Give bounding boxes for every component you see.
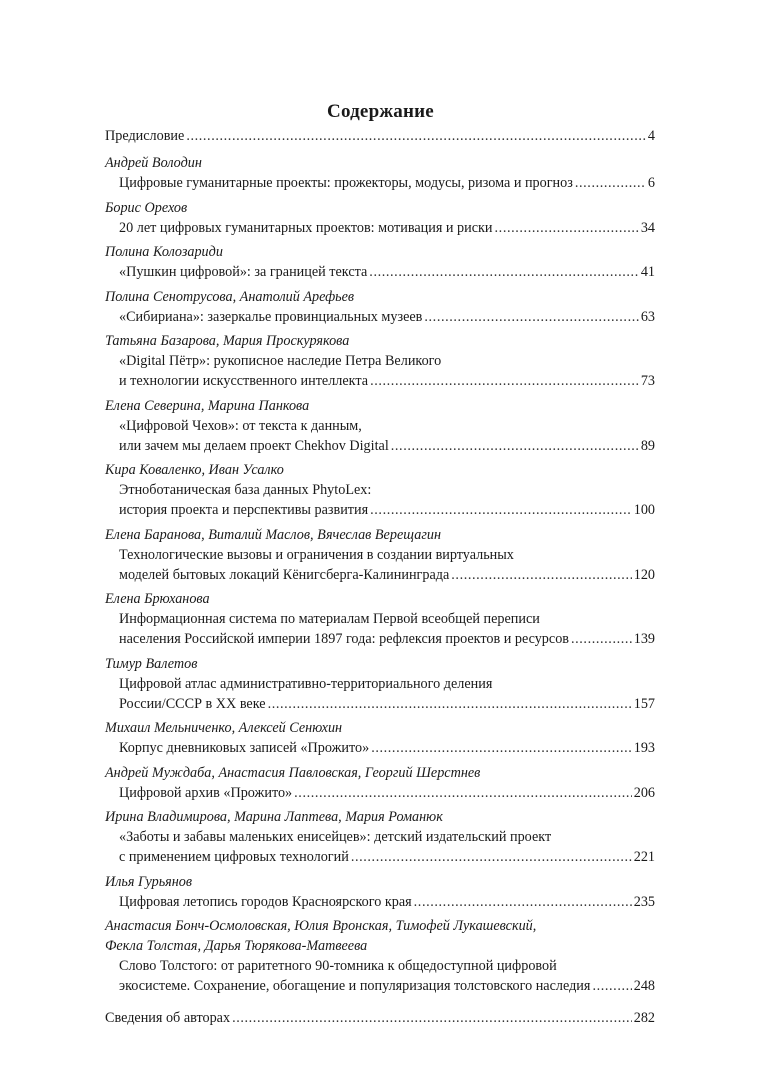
toc-entry-title-text: или зачем мы делаем проект Chekhov Digital <box>119 437 389 454</box>
toc-entry-authors: Андрей Муждаба, Анастасия Павловская, Георгий Шерстнев <box>105 764 481 781</box>
toc-entry-title-line[interactable] <box>105 545 655 565</box>
dot-leader <box>370 500 632 520</box>
toc-entry-title-text: «Цифровой Чехов»: от текста к данным, <box>119 417 362 434</box>
toc-entry-title-line[interactable] <box>105 416 655 436</box>
dot-leader <box>495 218 639 238</box>
toc-entry <box>105 763 655 803</box>
toc-entry-page-number: 41 <box>640 264 655 280</box>
toc-entries <box>105 153 655 1001</box>
toc-entry-authors: Кира Коваленко, Иван Усалко <box>105 462 284 478</box>
toc-preface-line[interactable] <box>105 126 655 146</box>
toc-entry-authors: Илья Гурьянов <box>105 873 193 890</box>
dot-leader <box>351 847 632 867</box>
toc-entry-title-text: населения Российской империи 1897 года: рефлексия проектов и ресурсов <box>119 631 569 647</box>
toc-entry-title-line[interactable] <box>105 351 655 371</box>
toc-preface-title: Предисловие <box>105 128 185 144</box>
toc-entry-authors: Анастасия Бонч-Осмоловская, Юлия Вронская, Тимофей Лукашевский, <box>105 918 537 934</box>
toc-entry-title-line[interactable] <box>105 480 655 500</box>
toc-entry-title-text: Технологические вызовы и ограничения в создании виртуальных <box>119 546 514 563</box>
toc-about-title: Сведения об авторах <box>105 1009 231 1026</box>
toc-entry-page-number: 6 <box>647 175 655 191</box>
toc-entry-title-line[interactable] <box>105 609 655 629</box>
dot-leader <box>369 262 639 282</box>
toc-about-page: 282 <box>633 1009 655 1026</box>
toc-entry-title-text: Цифровой архив «Прожито» <box>119 784 293 801</box>
toc-entry-authors: Елена Брюханова <box>105 591 210 607</box>
toc-entry-title-text: России/СССР в XX веке <box>119 695 266 712</box>
toc-entry-authors: Фекла Толстая, Дарья Тюрякова-Матвеева <box>105 938 368 954</box>
dot-leader <box>268 694 632 714</box>
toc-entry-title-text: 20 лет цифровых гуманитарных проектов: мотивация и риски <box>119 219 493 236</box>
toc-entry-title-line[interactable] <box>105 892 655 912</box>
toc-entry-authors: Тимур Валетов <box>105 655 198 672</box>
toc-entry-page-number: 235 <box>633 893 655 910</box>
toc-entry-title-text: экосистеме. Сохранение, обогащение и популяризация толстовского наследия <box>119 978 591 994</box>
toc-entry <box>105 807 655 867</box>
toc-entry-page-number: 193 <box>633 740 655 756</box>
toc-entry-page-number: 157 <box>633 695 655 712</box>
toc-entry-page-number: 100 <box>633 502 655 518</box>
toc-entry <box>105 287 655 327</box>
toc-entry-title-line[interactable] <box>105 173 655 193</box>
toc-entry-title-text: Цифровая летопись городов Красноярского края <box>119 893 412 910</box>
toc-entry-title-text: «Пушкин цифровой»: за границей текста <box>119 264 368 280</box>
toc-entry-page-number: 63 <box>640 308 655 325</box>
toc-entry-authors: Михаил Мельниченко, Алексей Сенюхин <box>105 720 343 736</box>
dot-leader <box>370 371 639 391</box>
toc-entry-title-line[interactable] <box>105 262 655 282</box>
toc-entry-title-line[interactable] <box>105 827 655 847</box>
toc-entry-authors: Татьяна Базарова, Мария Проскурякова <box>105 333 350 349</box>
toc-entry <box>105 916 655 996</box>
toc-entry-title-line[interactable] <box>105 371 655 391</box>
toc-entry-title-text: Корпус дневниковых записей «Прожито» <box>119 740 370 756</box>
toc-entry-title-line[interactable] <box>105 500 655 520</box>
toc-entry <box>105 242 655 282</box>
toc-entry <box>105 589 655 649</box>
toc-entry-title-line[interactable] <box>105 436 655 456</box>
toc-entry-title-line[interactable] <box>105 976 655 996</box>
toc-entry <box>105 198 655 238</box>
dot-leader <box>592 976 631 996</box>
toc-entry-title-text: Слово Толстого: от раритетного 90-томника к общедоступной цифровой <box>119 958 557 974</box>
toc-preface-page: 4 <box>647 128 655 144</box>
toc-entry-title-line[interactable] <box>105 565 655 585</box>
toc-entry <box>105 153 655 193</box>
dot-leader <box>451 565 631 585</box>
dot-leader <box>575 173 646 193</box>
dot-leader <box>571 629 632 649</box>
toc-about-line[interactable] <box>105 1008 655 1028</box>
toc-entry-title-line[interactable] <box>105 847 655 867</box>
toc-entry-title-line[interactable] <box>105 783 655 803</box>
toc-entry <box>105 718 655 758</box>
table-of-contents <box>105 126 655 1028</box>
toc-entry-title-text: история проекта и перспективы развития <box>119 502 369 518</box>
toc-entry-title-line[interactable] <box>105 738 655 758</box>
toc-entry-title-text: моделей бытовых локаций Кёнигсберга-Калининграда <box>119 566 450 583</box>
toc-entry-authors: Андрей Володин <box>105 155 202 171</box>
toc-entry <box>105 872 655 912</box>
dot-leader <box>414 892 632 912</box>
dot-leader <box>391 436 639 456</box>
dot-leader <box>186 126 646 146</box>
toc-entry-authors: Борис Орехов <box>105 199 188 216</box>
toc-entry <box>105 460 655 520</box>
toc-entry-page-number: 248 <box>633 978 655 994</box>
toc-entry-title-line[interactable] <box>105 218 655 238</box>
dot-leader <box>294 783 632 803</box>
toc-entry-authors: Елена Северина, Марина Панкова <box>105 397 310 414</box>
toc-entry-authors: Полина Колозариди <box>105 244 223 260</box>
toc-entry-title-text: с применением цифровых технологий <box>119 849 349 865</box>
toc-entry-title-text: «Заботы и забавы маленьких енисейцев»: детский издательский проект <box>119 829 552 845</box>
toc-entry-title-text: и технологии искусственного интеллекта <box>119 373 369 389</box>
toc-entry-page-number: 120 <box>633 566 655 583</box>
dot-leader <box>371 738 632 758</box>
toc-entry-title-line[interactable] <box>105 307 655 327</box>
toc-entry-title-line[interactable] <box>105 956 655 976</box>
toc-entry-page-number: 73 <box>640 373 655 389</box>
toc-entry-page-number: 221 <box>633 849 655 865</box>
page-title: Содержание <box>327 101 434 122</box>
toc-entry-title-text: Информационная система по материалам Первой всеобщей переписи <box>119 611 540 627</box>
toc-entry-authors: Ирина Владимирова, Марина Лаптева, Мария Романюк <box>105 809 443 825</box>
toc-entry-title-text: «Digital Пётр»: рукописное наследие Петра Великого <box>119 353 442 369</box>
toc-entry-title-text: «Сибириана»: зазеркалье провинциальных музеев <box>119 308 423 325</box>
dot-leader <box>424 307 638 327</box>
toc-entry-title-line[interactable] <box>105 674 655 694</box>
toc-entry-title-text: Цифровой атлас административно-территориального деления <box>119 675 493 692</box>
toc-entry-authors: Полина Сенотрусова, Анатолий Арефьев <box>105 288 355 305</box>
toc-entry-page-number: 139 <box>633 631 655 647</box>
toc-entry-authors: Елена Баранова, Виталий Маслов, Вячеслав Верещагин <box>105 526 442 543</box>
toc-entry-title-text: Этноботаническая база данных PhytoLex: <box>119 482 372 498</box>
toc-entry-page-number: 206 <box>633 784 655 801</box>
toc-entry-page-number: 89 <box>640 437 655 454</box>
toc-entry-title-line[interactable] <box>105 694 655 714</box>
toc-entry-title-line[interactable] <box>105 629 655 649</box>
toc-entry-page-number: 34 <box>640 219 655 236</box>
toc-entry <box>105 396 655 456</box>
toc-entry <box>105 654 655 714</box>
toc-entry <box>105 525 655 585</box>
toc-entry-title-text: Цифровые гуманитарные проекты: прожекторы, модусы, ризома и прогноз <box>119 175 573 191</box>
dot-leader <box>232 1008 632 1028</box>
toc-entry <box>105 331 655 391</box>
